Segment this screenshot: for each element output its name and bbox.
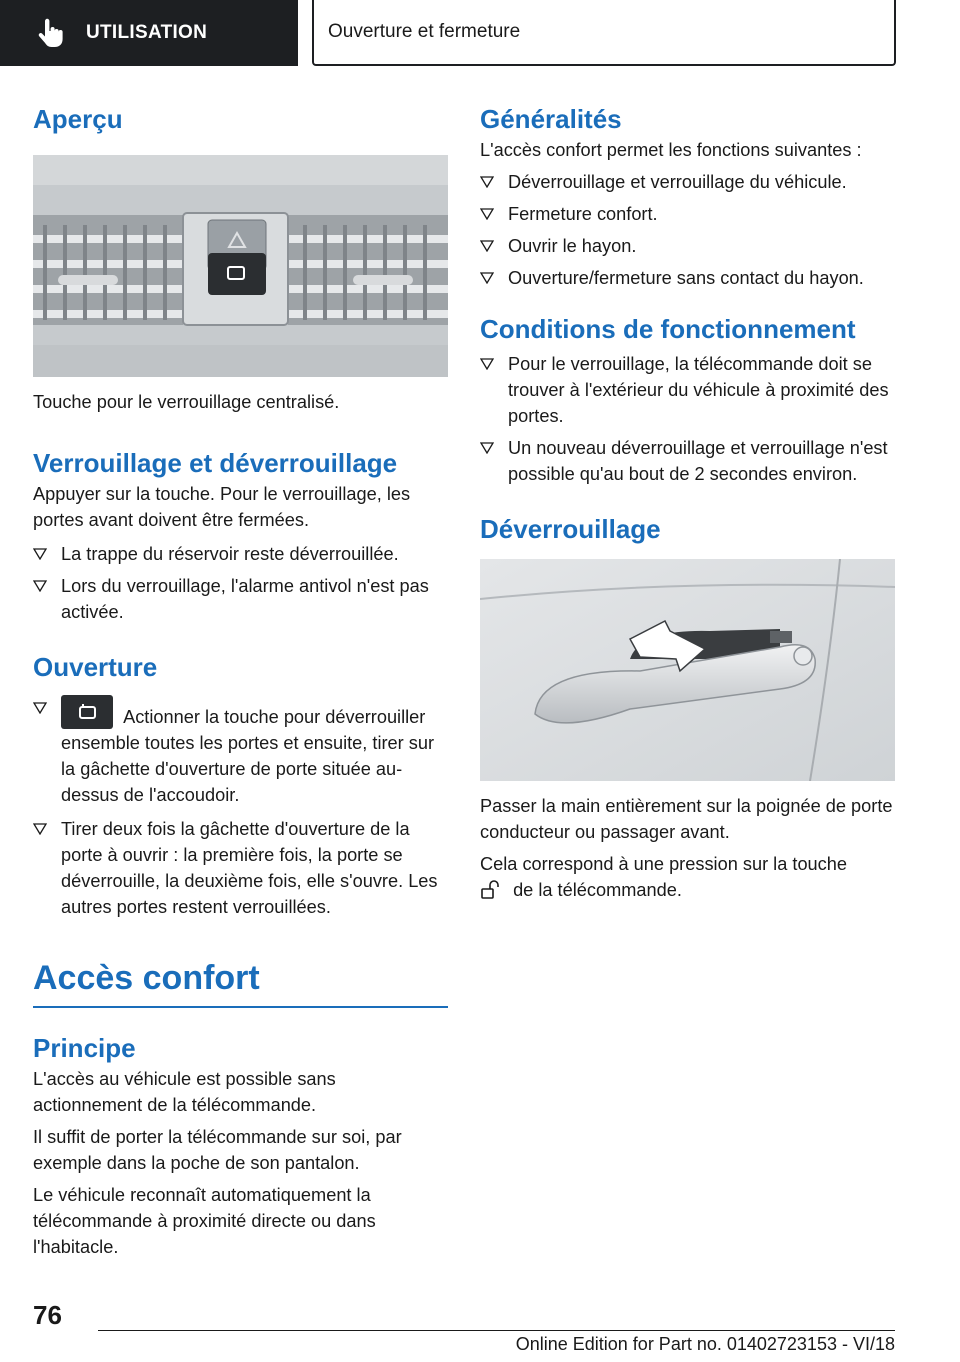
door-unlock-button-icon — [61, 695, 113, 729]
bullet-triangle-icon — [480, 272, 494, 284]
apercu-heading: Aperçu — [33, 104, 123, 134]
generalites-list — [480, 169, 895, 291]
bullet-triangle-icon — [480, 208, 494, 220]
ouverture-list — [33, 695, 448, 920]
deverrouillage-paragraph-2: Cela correspond à une pression sur la touche de la télécommande. — [480, 854, 848, 900]
deverrouillage-heading: Déverrouillage — [480, 514, 661, 544]
central-locking-button-photo — [33, 155, 448, 377]
door-handle-photo — [480, 559, 895, 781]
list-item: Ouverture/fermeture sans contact du hayon. — [480, 265, 895, 291]
apercu-caption: Touche pour le verrouillage centralisé. — [33, 392, 340, 412]
list-item: Ouvrir le hayon. — [480, 233, 895, 259]
generalites-text: L'accès confort permet les fonctions suivantes : — [480, 140, 862, 160]
hand-pointer-icon — [30, 13, 70, 53]
list-item: Tirer deux fois la gâchette d'ouverture de la porte à ouvrir : la première fois, la porte se déverrouille, la deuxième fois, elle s'ouvre. Les autres portes restent verrouillées. — [33, 816, 448, 920]
list-item: Un nouveau déverrouillage et verrouillage n'est possible qu'au bout de 2 secondes environ. — [480, 435, 895, 487]
verrouillage-text: Appuyer sur la touche. Pour le verrouillage, les portes avant doivent être fermées. — [33, 484, 411, 530]
left-column — [33, 96, 448, 1260]
bullet-triangle-icon — [33, 702, 47, 714]
page-number: 76 — [33, 1300, 62, 1330]
principe-paragraph-2: Il suffit de porter la télécommande sur soi, par exemple dans la poche de son pantalon. — [33, 1127, 402, 1173]
bullet-triangle-icon — [480, 442, 494, 454]
verrouillage-list — [33, 541, 448, 625]
acces-confort-heading: Accès confort — [33, 959, 260, 997]
bullet-triangle-icon — [480, 358, 494, 370]
header-section-title: UTILISATION — [86, 22, 208, 43]
conditions-list — [480, 351, 895, 487]
bullet-triangle-icon — [480, 240, 494, 252]
right-column — [480, 96, 895, 903]
bullet-triangle-icon — [480, 176, 494, 188]
header-section-tab — [0, 0, 298, 66]
bullet-triangle-icon — [33, 823, 47, 835]
conditions-heading: Conditions de fonctionnement — [480, 314, 856, 344]
list-item: Lors du verrouillage, l'alarme antivol n'est pas activée. — [33, 573, 448, 625]
list-item: La trappe du réservoir reste déverrouillée. — [33, 541, 448, 567]
bullet-triangle-icon — [33, 580, 47, 592]
list-item: Pour le verrouillage, la télécommande doit se trouver à l'extérieur du véhicule à proximité des portes. — [480, 351, 895, 429]
deverrouillage-paragraph-1: Passer la main entièrement sur la poignée de porte conducteur ou passager avant. — [480, 796, 893, 842]
list-item: Actionner la touche pour déverrouiller ensemble toutes les portes et ensuite, tirer sur la gâchette d'ouverture de porte située au-dessus de l'accoudoir. — [33, 695, 448, 808]
header-subsection-title: Ouverture et fermeture — [328, 21, 521, 42]
edition-footer: Online Edition for Part no. 01402723153 - VI/18 — [515, 1334, 895, 1354]
verrouillage-heading: Verrouillage et déverrouillage — [33, 448, 398, 478]
header-subsection-tab — [312, 0, 896, 66]
list-item: Déverrouillage et verrouillage du véhicule. — [480, 169, 895, 195]
unlock-icon — [480, 880, 502, 900]
section-divider — [33, 1006, 448, 1008]
bullet-triangle-icon — [33, 548, 47, 560]
ouverture-heading: Ouverture — [33, 652, 158, 682]
principe-paragraph-3: Le véhicule reconnaît automatiquement la télécommande à proximité directe ou dans l'habitacle. — [33, 1185, 376, 1257]
principe-heading: Principe — [33, 1033, 136, 1063]
footer-divider — [98, 1330, 895, 1331]
principe-paragraph-1: L'accès au véhicule est possible sans actionnement de la télécommande. — [33, 1069, 336, 1115]
generalites-heading: Généralités — [480, 104, 622, 134]
list-item: Fermeture confort. — [480, 201, 895, 227]
